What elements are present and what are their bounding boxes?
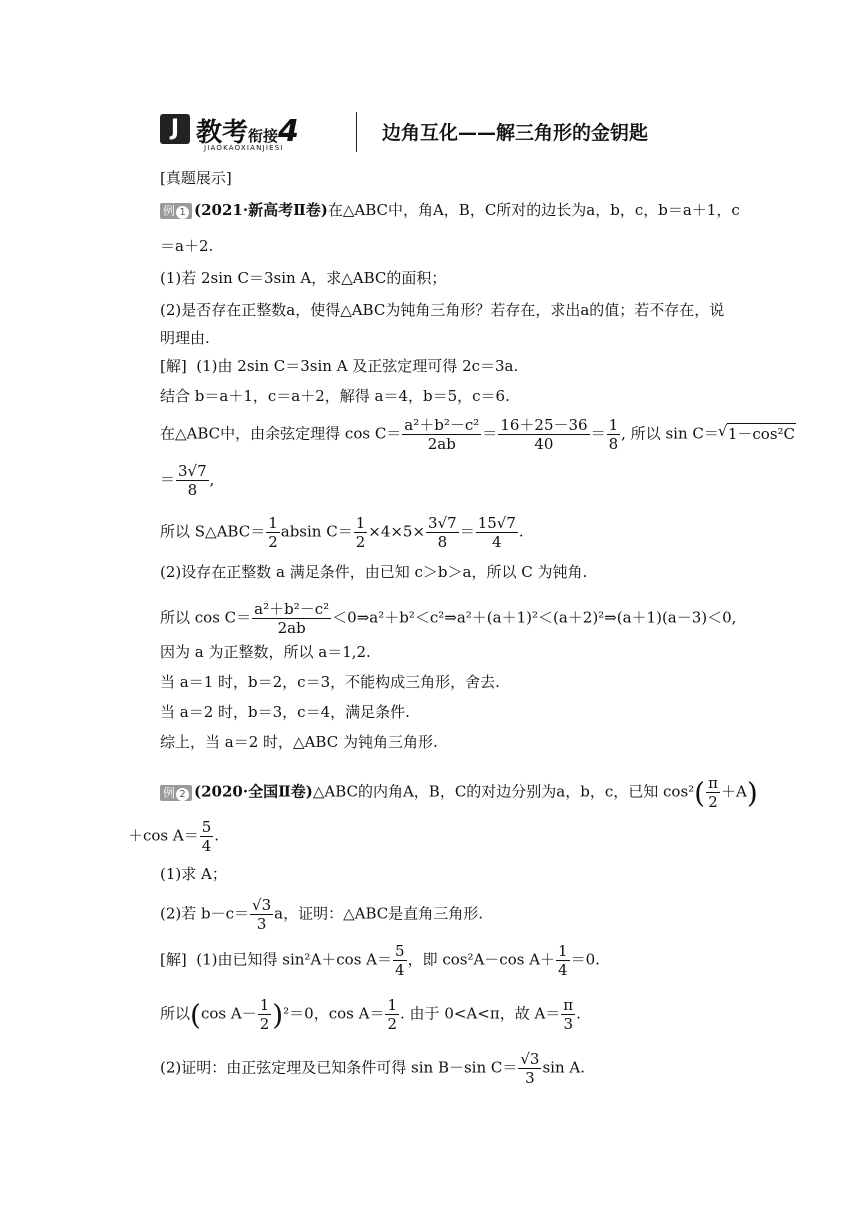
ex2-badge-text: 例 <box>163 785 176 800</box>
ex1-badge-num: 1 <box>176 206 189 219</box>
right-paren: ) <box>746 776 758 810</box>
ex2-s1-post: ＝0. <box>570 950 600 969</box>
ex1-s5-d-num: 15√7 <box>477 514 516 532</box>
ex2-s2-mid: ²＝0，cos A＝ <box>283 1004 385 1023</box>
left-paren: ( <box>694 776 706 810</box>
ex1-s5-b-den: 2 <box>355 533 366 551</box>
ex1-s4: ＝ $\frac{3√7}{8}$ , <box>160 462 215 499</box>
ex1-s5-b-num: 1 <box>355 514 366 532</box>
ex2-s2-pre: 所以 <box>160 1004 191 1023</box>
ex1-s5-mid2: ×4×5× <box>368 522 426 541</box>
header-title: 边角互化——解三角形的金钥匙 <box>382 122 649 144</box>
ex1-s5-d-den: 4 <box>492 533 502 551</box>
ex2-stem-frac-den: 2 <box>708 793 718 811</box>
ex1-s10: 当 a＝2 时，b＝3，c＝4，满足条件. <box>160 703 410 721</box>
ex2-s2-frac1 <box>258 996 272 1033</box>
ex1-q1: (1)若 2sin C＝3sin A，求△ABC的面积； <box>160 269 447 287</box>
ex2-s3-frac <box>518 1050 541 1087</box>
ex1-s5-a-num: 1 <box>268 514 278 532</box>
ex1-s2: 结合 b＝a＋1，c＝a＋2，解得 a＝4，b＝5，c＝6. <box>160 387 510 405</box>
ex1-q2a: (2)是否存在正整数a，使得△ABC为钝角三角形？若存在，求出a的值；若不存在，说 <box>160 301 725 319</box>
ex2-s1 <box>160 942 600 979</box>
ex2-stem2-num: 5 <box>201 818 212 836</box>
ex1-s5-frac-b <box>354 514 368 551</box>
ex2-s2-frac3 <box>561 996 575 1033</box>
ex2-sol-tag: [解] <box>160 950 187 969</box>
ex2-q2-pre: (2)若 b－c＝ <box>160 904 250 923</box>
ex1-s3-frac2-num: 16＋25－36 <box>500 416 588 434</box>
ex2-q2-den: 3 <box>256 915 267 933</box>
ex1-s8: 因为 a 为正整数，所以 a＝1,2. <box>160 643 371 661</box>
ex1-s5-pre: 所以 S△ABC＝ <box>160 522 266 541</box>
ex2-q2-frac <box>250 896 273 933</box>
ex1-s5-a-den: 2 <box>268 533 278 551</box>
right-paren-2: ) <box>272 998 284 1032</box>
ex1-s3-pre: 在△ABC中，由余弦定理得 cos C＝ <box>160 424 402 443</box>
header-pinyin: JIAOKAOXIANJIESI <box>204 144 284 152</box>
ex1-s5-mid: absin C＝ <box>280 522 353 541</box>
section-label: [真题展示] <box>160 169 232 187</box>
example-1-badge <box>160 203 192 219</box>
ex1-s5-c-den: 8 <box>437 533 448 551</box>
ex2-s2-mid2: . 由于 0<A<π，故 A＝ <box>400 1004 561 1023</box>
ex1-stem-line1 <box>160 200 740 220</box>
ex1-s6: (2)设存在正整数 a 满足条件，由已知 c＞b＞a，所以 C 为钝角. <box>160 563 588 581</box>
ex1-s11: 综上，当 a＝2 时，△ABC 为钝角三角形. <box>160 733 438 751</box>
ex1-s5-frac-d <box>476 514 518 551</box>
ex1-s4-den: 8 <box>187 481 198 499</box>
header-divider <box>356 112 357 152</box>
section-header <box>160 110 720 158</box>
ex1-s3: 在△ABC中，由余弦定理得 cos C＝ $\frac{\text{a²＋b²－c²}}{2ab}$ ＝ $\frac{16+25-36}{40}$ ＝ $\frac{1}{8}$ , 所以 sin C＝√ 1－cos²C <box>160 416 796 453</box>
ex2-stem2-frac <box>200 818 214 855</box>
ex2-s3-post: sin A. <box>542 1058 586 1077</box>
ex1-s7-post: ＜0⇒a²＋b²＜c²⇒a²＋(a＋1)²＜(a＋2)²⇒(a＋1)(a－3)＜0, <box>332 608 737 627</box>
ex1-s3-radical: √ 1－cos²C <box>727 423 796 444</box>
ex1-s4-pre: ＝ <box>160 470 176 489</box>
header-main-num: 4 <box>278 114 299 149</box>
ex1-s3-frac3-num: 1 <box>608 416 619 434</box>
ex2-stem2-den: 4 <box>201 837 212 855</box>
example-2-badge <box>160 785 192 801</box>
ex1-s3-frac1-num: a²＋b²－c² <box>404 416 480 434</box>
ex2-s2-num3: π <box>563 996 574 1014</box>
ex1-s7-num: a²＋b²－c² <box>254 600 330 618</box>
ex2-q1: (1)求 A； <box>160 865 227 883</box>
ex2-s2-num1: 1 <box>259 996 270 1014</box>
ex2-s3-pre: (2)证明：由正弦定理及已知条件可得 sin B－sin C＝ <box>160 1058 518 1077</box>
header-main-text: 教考 <box>196 118 249 148</box>
ex1-s7-pre: 所以 cos C＝ <box>160 608 252 627</box>
ex1-s3-frac2-den: 40 <box>534 435 554 453</box>
ex1-s9: 当 a＝1 时，b＝2，c＝3，不能构成三角形，舍去. <box>160 673 500 691</box>
ex2-s1-den1: 4 <box>395 961 405 979</box>
ex1-stem1: 在△ABC中，角A，B，C所对的边长为a，b，c，b＝a＋1，c <box>327 201 740 219</box>
ex2-s1-den2: 4 <box>558 961 568 979</box>
ex2-s1-frac1 <box>393 942 407 979</box>
ex1-s5-c-num: 3√7 <box>428 514 457 532</box>
ex2-s3-num: √3 <box>520 1050 540 1068</box>
ex1-s5-frac-c <box>426 514 459 551</box>
ex2-stem-line1 <box>160 774 758 811</box>
ex2-s1-num2: 1 <box>558 942 568 960</box>
ex1-s3-frac2 <box>498 416 589 453</box>
ex2-s1-num1: 5 <box>395 942 405 960</box>
ex1-badge-text: 例 <box>163 204 176 218</box>
left-paren-2: ( <box>190 998 201 1032</box>
ex2-s2-num2: 1 <box>387 996 398 1014</box>
ex1-s4-frac <box>176 462 209 499</box>
ex2-s2-frac2 <box>385 996 399 1033</box>
ex2-s1-mid: ，即 cos²A－cos A＋ <box>407 950 556 969</box>
ex2-stem2-pre: ＋cos A＝ <box>128 826 199 845</box>
ex1-sol-line1 <box>160 356 518 376</box>
j-logo-badge: J <box>160 114 190 144</box>
ex1-source: (2021·新高考Ⅱ卷) <box>194 201 328 219</box>
ex1-q2b: 明理由. <box>160 329 210 347</box>
ex1-s5: 所以 S△ABC＝ $\frac{1}{2}$ absin C＝ $\frac{1}{2}$ ×4×5× $\frac{3√7}{8}$ ＝ $\frac{15√7}{4}$ . <box>160 514 524 551</box>
ex2-stem-tail: ＋A <box>720 782 747 801</box>
ex2-s2-den2: 2 <box>387 1015 398 1033</box>
ex2-s2-in: cos A－ <box>200 1004 257 1023</box>
ex1-s7-den: 2ab <box>277 619 306 637</box>
ex1-s3-frac1 <box>402 416 481 453</box>
ex1-s1: (1)由 2sin C＝3sin A 及正弦定理可得 2c＝3a. <box>196 357 519 375</box>
ex1-s7 <box>160 600 736 637</box>
ex2-s2: 所以(cos A－ $\frac{1}{2}$ )²＝0，cos A＝ $\frac{1}{2}$ . 由于 0<A<π，故 A＝ $\frac{\pi}{3}$ . <box>160 996 581 1033</box>
ex2-stem1: △ABC的内角A，B，C的对边分别为a，b，c，已知 cos² <box>312 782 695 801</box>
ex2-s3 <box>160 1050 585 1087</box>
ex2-q2-num: √3 <box>252 896 272 914</box>
header-main-small: 衔接 <box>248 127 279 145</box>
ex1-stem-line2: ＝a＋2. <box>160 237 214 255</box>
ex1-s7-frac <box>252 600 331 637</box>
ex2-s1-frac2 <box>556 942 570 979</box>
ex2-badge-num: 2 <box>176 788 189 801</box>
ex1-s4-num: 3√7 <box>178 462 207 480</box>
ex2-stem-line2: ＋cos A＝ $\frac{5}{4}$ . <box>128 818 220 855</box>
ex2-stem-frac <box>706 774 720 811</box>
ex1-sol-tag: [解] <box>160 357 187 375</box>
ex1-s3-frac3 <box>607 416 621 453</box>
ex2-stem-frac-num: π <box>708 774 718 792</box>
ex2-source: (2020·全国Ⅱ卷) <box>194 782 313 801</box>
ex2-s1-pre: (1)由已知得 sin²A＋cos A＝ <box>196 950 393 969</box>
ex1-s3-frac1-den: 2ab <box>427 435 456 453</box>
ex1-s3-frac3-den: 8 <box>608 435 619 453</box>
ex2-s3-den: 3 <box>525 1069 535 1087</box>
ex1-s5-frac-a <box>266 514 280 551</box>
ex2-s2-den3: 3 <box>563 1015 573 1033</box>
ex1-s3-mid: , 所以 sin C＝ <box>621 424 719 443</box>
ex2-s2-den1: 2 <box>259 1015 270 1033</box>
ex2-q2 <box>160 896 483 933</box>
ex2-q2-post: a，证明：△ABC是直角三角形. <box>274 904 483 923</box>
